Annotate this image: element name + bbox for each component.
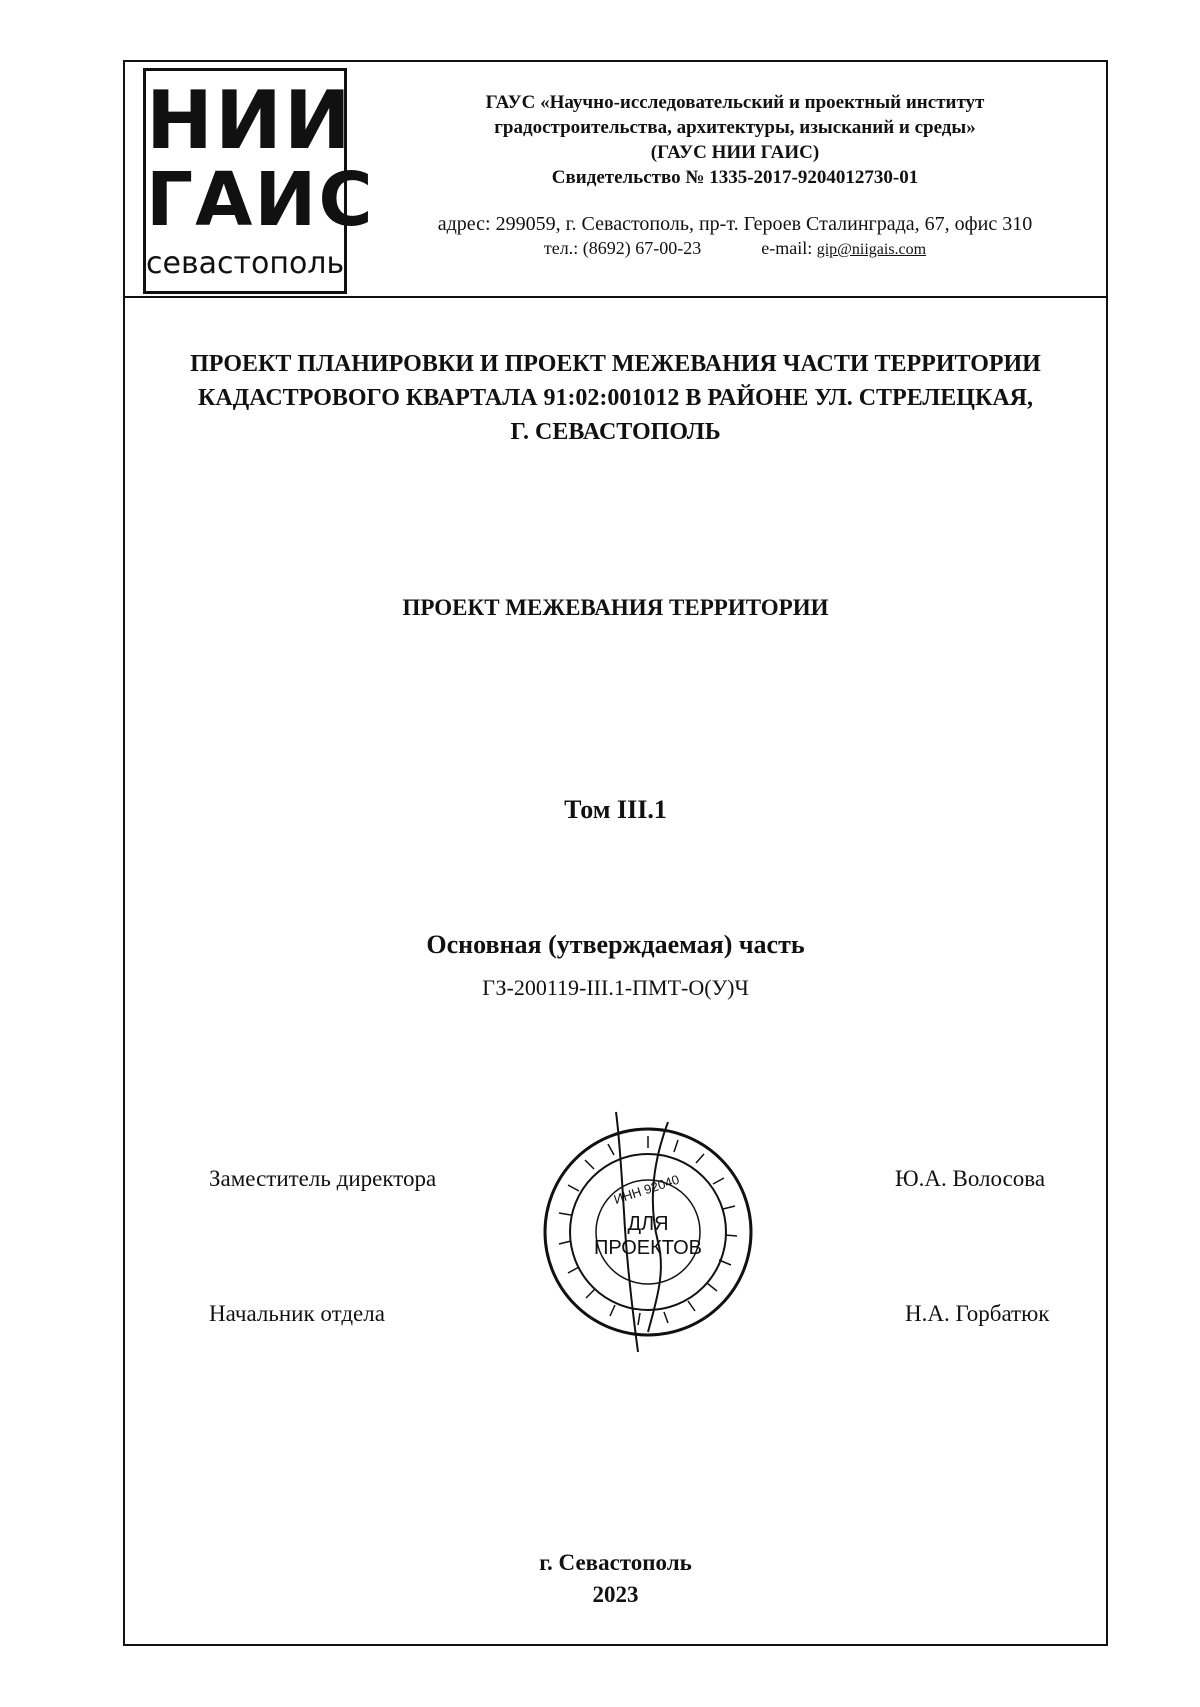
stamp-center-line-2: ПРОЕКТОВ — [593, 1237, 703, 1259]
logo-line-1: НИИ — [146, 74, 353, 167]
logo-line-3: севастополь — [146, 246, 345, 281]
volume-label: Том III.1 — [564, 795, 667, 824]
document-code: ГЗ-200119-III.1-ПМТ-О(У)Ч — [482, 975, 749, 1000]
title-line-3: Г. СЕВАСТОПОЛЬ — [510, 419, 721, 445]
org-contacts — [375, 236, 1095, 262]
org-name-line-1: ГАУС «Научно-исследовательский и проектный институт — [485, 92, 985, 113]
official-stamp — [528, 1102, 768, 1362]
header-block — [125, 62, 1106, 298]
organization-info — [375, 90, 1095, 262]
email-label: e-mail: — [761, 238, 813, 258]
part-label: Основная (утверждаемая) часть — [426, 930, 805, 959]
signer-position-2: Начальник отдела — [209, 1301, 385, 1326]
footer-year: 2023 — [592, 1582, 639, 1607]
company-logo — [143, 68, 375, 294]
org-address: адрес: 299059, г. Севастополь, пр-т. Героев Сталинграда, 67, офис 310 — [437, 213, 1033, 235]
email-link[interactable]: gip@niigais.com — [816, 241, 927, 258]
title-line-2: КАДАСТРОВОГО КВАРТАЛА 91:02:001012 В РАЙОНЕ УЛ. СТРЕЛЕЦКАЯ, — [197, 385, 1034, 411]
footer-block — [125, 1547, 1106, 1611]
page-frame — [123, 60, 1108, 1646]
stamp-inn: ИНН 92040 — [611, 1171, 682, 1208]
org-name-line-2: градостроительства, архитектуры, изысканий и среды» — [494, 117, 976, 138]
signer-name-1: Ю.А. Волосова — [895, 1166, 1046, 1191]
org-short-name: (ГАУС НИИ ГАИС) — [650, 142, 820, 163]
signer-position-1: Заместитель директора — [209, 1166, 437, 1191]
org-certificate: Свидетельство № 1335-2017-9204012730-01 — [551, 167, 919, 188]
stamp-center-line-1: ДЛЯ — [627, 1213, 669, 1235]
title-line-1: ПРОЕКТ ПЛАНИРОВКИ И ПРОЕКТ МЕЖЕВАНИЯ ЧАСТИ ТЕРРИТОРИИ — [190, 351, 1041, 377]
logo-line-2: ГАИС — [146, 157, 375, 243]
document-title — [125, 347, 1106, 449]
org-phone: тел.: (8692) 67-00-23 — [543, 238, 702, 258]
signer-name-2: Н.А. Горбатюк — [905, 1301, 1050, 1326]
document-subtitle: ПРОЕКТ МЕЖЕВАНИЯ ТЕРРИТОРИИ — [402, 595, 829, 620]
footer-city: г. Севастополь — [539, 1550, 692, 1575]
